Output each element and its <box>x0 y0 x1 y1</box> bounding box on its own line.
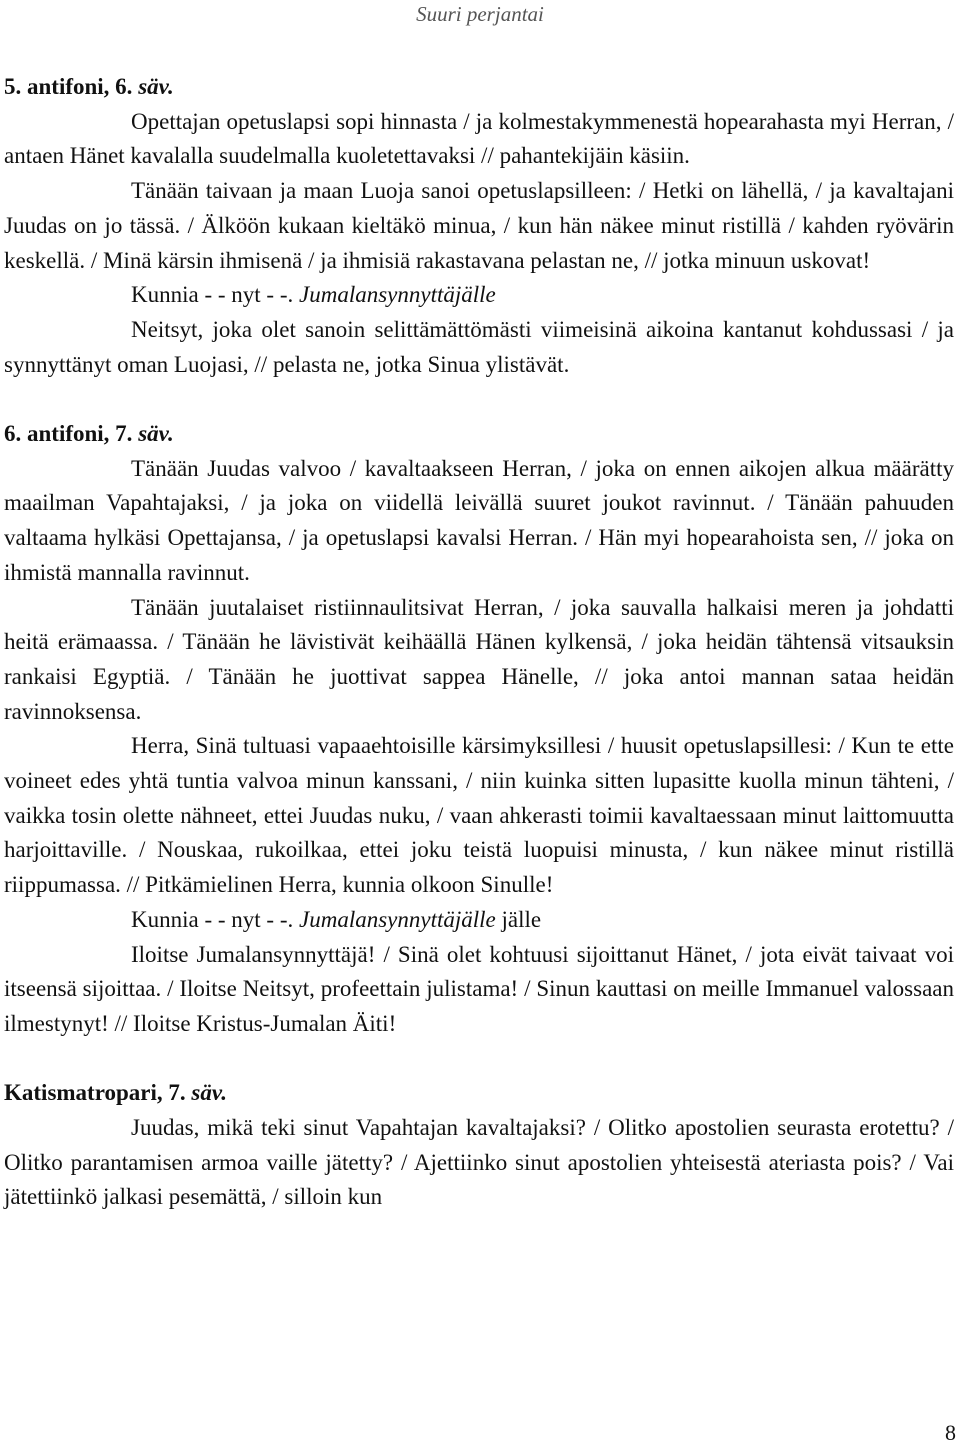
paragraph: Tänään taivaan ja maan Luoja sanoi opetuslapsilleen: / Hetki on lähellä, / ja kavaltajani Juudas on jo tässä. / Älköön kukaan kieltäkö minua, / kun hän näkee minut ristillä / kahden ryövärin keskellä. / Minä kärsin ihmisenä / ja ihmisiä rakastavana pelastan ne, // jotka minuun uskovat! <box>4 178 954 273</box>
theotokion-label: Jumalansynnyttäjälle <box>299 282 496 308</box>
paragraph: Tänään juutalaiset ristiinnaulitsivat Herran, / joka sauvalla halkaisi meren ja johdatti heitä erämaassa. / Tänään he lävistivät keihäällä Hänen kylkensä, / joka heidän tähtensä vitsauksin rankaisi Egyptiä. / Tänään he juottivat sappea Hänelle, // joka antoi mannan sataa heidän ravinnoksensa. <box>4 594 954 724</box>
running-head: Suuri perjantai <box>416 2 544 26</box>
paragraph: Neitsyt, joka olet sanoin selittämättömästi viimeisinä aikoina kantanut kohdussasi / ja synnyttänyt oman Luojasi, // pelasta ne, jotka Sinua ylistävät. <box>4 316 954 377</box>
paragraph: Tänään Juudas valvoo / kavaltaakseen Herran, / joka on ennen aikojen alkua määrätty maailman Vapahtajaksi, / ja joka on viidellä leivällä suuret joukot ravinnut. / Tänään pahuuden valtaama hylkäsi Opettajansa, / ja opetuslapsi kavalsi Herran. / Hän myi hopearahoista sen, // joka on ihmistä mannalla ravinnut. <box>4 455 954 585</box>
theotokion-label: Jumalansynnyttäjälle <box>299 906 496 932</box>
glory-line <box>4 903 954 938</box>
heading-tone: säv. <box>138 74 174 99</box>
section-spacer <box>4 1042 954 1077</box>
section-heading-kathisma <box>4 1076 954 1111</box>
section-heading-antiphon-5 <box>4 70 954 105</box>
section-heading-antiphon-6 <box>4 417 954 452</box>
theotokion-suffix: jälle <box>495 906 542 932</box>
glory-text: Kunnia - - nyt - -. <box>131 282 299 308</box>
heading-text: Katismatropari, 7. <box>4 1080 192 1106</box>
heading-tone: säv. <box>191 1080 227 1106</box>
paragraph: Herra, Sinä tultuasi vapaaehtoisille kärsimyksillesi / huusit opetuslapsillesi: / Kun te ette voineet edes yhtä tuntia valvoa minun kanssani, / niin kuinka sitten lupasitte kuolla minun tähteni, / vaikka tosin olette nähneet, ettei Juudas nuku, / vaan ahkerasti toimii kavaltaessaan minut laittomuutta harjoittaville. / Nouskaa, rukoilkaa, ettei joku teistä luopuisi minusta, / kun näkee minut ristillä riippumassa. // Pitkämielinen Herra, kunnia olkoon Sinulle! <box>4 733 954 898</box>
paragraph: Opettajan opetuslapsi sopi hinnasta / ja kolmestakymmenestä hopearahasta myi Herran, / antaen Hänet kavalalla suudelmalla kuoletettavaksi // pahantekijäin käsiin. <box>4 108 954 169</box>
document-body <box>4 70 954 1215</box>
page-number: 8 <box>945 1420 956 1445</box>
paragraph: Juudas, mikä teki sinut Vapahtajan kavaltajaksi? / Olitko apostolien seurasta erotettu? / Olitko parantamisen armoa vaille jätetty? / Ajettiinko sinut apostolien yhteisestä ateriasta pois? / Vai jätettiinkö jalkasi pesemättä, / silloin kun <box>4 1115 954 1210</box>
heading-text: 6. antifoni, 7. <box>4 421 139 447</box>
heading-tone: säv. <box>138 421 174 447</box>
section-spacer <box>4 382 954 417</box>
paragraph: Iloitse Jumalansynnyttäjä! / Sinä olet kohtuusi sijoittanut Hänet, / jota eivät taivaat voi itseensä sijoittaa. / Iloitse Neitsyt, profeettain julistama! / Sinun kauttasi on meille Immanuel valossaan ilmestynyt! // Iloitse Kristus-Jumalan Äiti! <box>4 941 954 1036</box>
glory-text: Kunnia - - nyt - -. <box>131 906 299 932</box>
heading-text: 5. antifoni, 6. <box>4 74 139 99</box>
glory-line <box>4 278 954 313</box>
